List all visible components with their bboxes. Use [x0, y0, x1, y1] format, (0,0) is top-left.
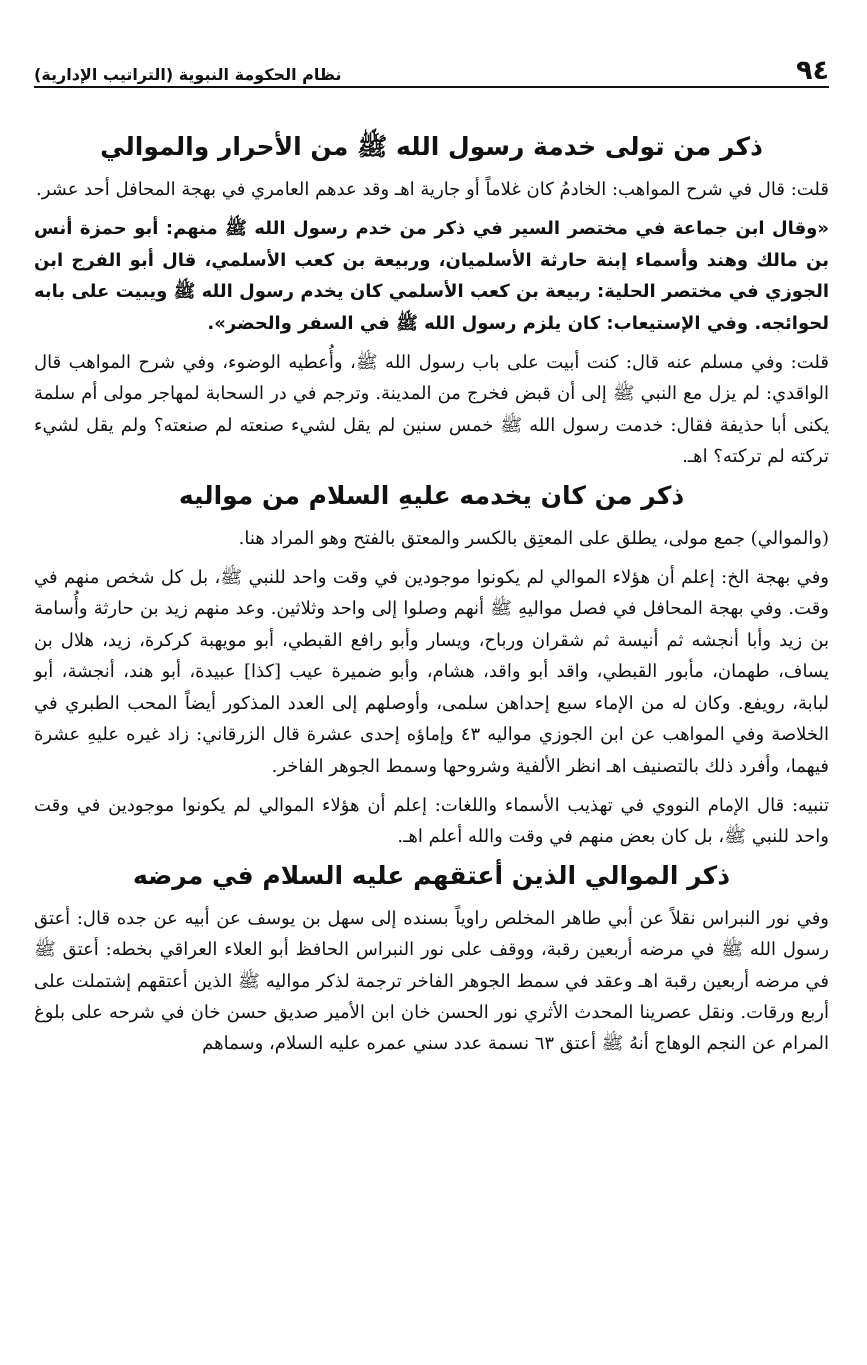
section-heading: ذكر من تولى خدمة رسول الله ﷺ من الأحرار والموالي	[100, 132, 763, 161]
running-header	[34, 52, 829, 88]
note-paragraph: تنبيه: قال الإمام النووي في تهذيب الأسماء واللغات: إعلم أن هؤلاء الموالي لم يكونوا موجودين في وقت واحد للنبي ﷺ، بل كان بعض منهم في وقت والله أعلم اهـ.	[34, 794, 829, 848]
paragraph: وفي نور النبراس نقلاً عن أبي طاهر المخلص راوياً بسنده إلى سهل بن يوسف عن أبيه عن جده قال: أعتق رسول الله ﷺ في مرضه أربعين رقبة، ووقف على نور النبراس الحافظ أبو العلاء العراقي بخطه: أعتق ﷺ في مرضه أربعين رقبة اهـ وعقد في سمط الجوهر الفاخر ترجمة لذكر مواليه ﷺ الذين أعتقهم إشتملت على أربع ورقات. ونقل عصرينا المحدث الأثري نور الحسن خان ابن الأمير صديق حسن خان في شرحه على بلوغ المرام عن النجم الوهاج أنهُ ﷺ أعتق ٦٣ نسمة عدد سني عمره عليه السلام، وسماهم	[34, 907, 829, 1055]
paragraph: وفي بهجة الخ: إعلم أن هؤلاء الموالي لم يكونوا موجودين في وقت واحد للنبي ﷺ، بل كل شخص منهم في وقت. وفي بهجة المحافل في فصل مواليهِ ﷺ أنهم وصلوا إلى واحد وثلاثين. وعد منهم زيد بن حارثة وأُسامة بن زيد وأبا أنجشه ثم أنيسة ثم شقران ورباح، ويسار وأبو رافع القبطي، أبو مويهبة كركرة، زيد، هلال بن يساف، طهمان، مأبور القبطي، واقد أبو واقد، هشام، وأبو ضميرة عيب [كذا] عبيدة، أبو هند، أنجشة، أبو لبابة، رويفع. وكان له من الإماء سبع إحداهن سلمى، وأوصلهم إلى العدد المذكور أيضاً المحب الطبري في الخلاصة وفي المواهب عن ابن الجوزي مواليه ٤٣ وإماؤه إحدى عشرة قال الزرقاني: زاد غيره عليهِ عشرة فيهما، وأفرد ذلك بالتصنيف اهـ انظر الألفية وشروحها وسمط الجوهر الفاخر.	[34, 567, 829, 777]
quoted-paragraph: «وقال ابن جماعة في مختصر السير في ذكر من خدم رسول الله ﷺ منهم: أبو حمزة أنس بن مالك وهند وأسماء إبنة حارثة الأسلميان، وربيعة بن كعب الأسلمي، قال أبو الفرج ابن الجوزي في مختصر الحلية: ربيعة بن كعب الأسلمي كان يخدم رسول الله ﷺ ويبيت على بابه لحوائجه. وفي الإستيعاب: كان يلزم رسول الله ﷺ في السفر والحضر».	[34, 218, 829, 334]
paragraph: قلت: وفي مسلم عنه قال: كنت أبيت على باب رسول الله ﷺ، وأُعطيه الوضوء، وفي شرح المواهب قال الواقدي: لم يزل مع النبي ﷺ إلى أن قبض فخرج من المدينة. وترجم في در السحابة لمهاجر مولى أم سلمة يكنى أبا حذيفة فقال: خدمت رسول الله ﷺ خمس سنين لم يقل لشيء صنعته لم صنعته؟ ولم يقل لشيء تركته لم تركته؟ اهـ.	[34, 352, 829, 468]
page-body	[34, 132, 829, 1060]
page-number: ٩٤	[796, 55, 829, 86]
paragraph: قلت: قال في شرح المواهب: الخادمُ كان غلاماً أو جارية اهـ وقد عدهم العامري في بهجة المحافل أحد عشر.	[35, 179, 829, 200]
book-page	[34, 52, 829, 1365]
paragraph: (والموالي) جمع مولى، يطلق على المعتِق بالكسر والمعتق بالفتح وهو المراد هنا.	[238, 527, 829, 549]
section-heading: ذكر الموالي الذين أعتقهم عليه السلام في مرضه	[132, 860, 731, 890]
book-title: نظام الحكومة النبوية (التراتيب الإدارية)	[34, 65, 342, 84]
section-heading: ذكر من كان يخدمه عليهِ السلام من مواليه	[178, 480, 685, 510]
